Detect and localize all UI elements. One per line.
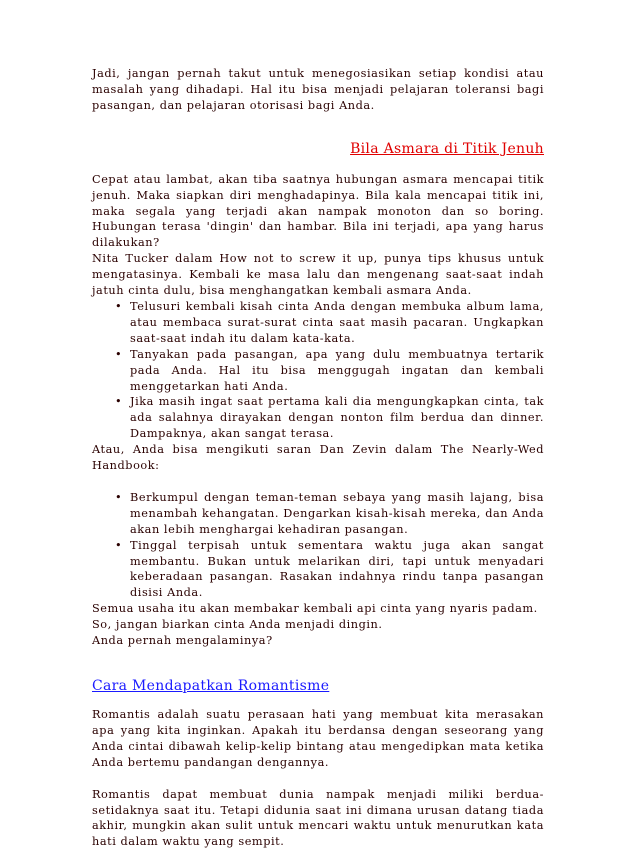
- bullet-icon: •: [115, 347, 123, 361]
- list-item: • Jika masih ingat saat pertama kali dia mengungkapkan cinta, tak ada salahnya dirayakan dengan nonton film berdua dan dinner. Dampaknya, akan sangat terasa.: [115, 395, 544, 441]
- closing-line-1: Semua usaha itu akan membakar kembali api cinta yang nyaris padam.: [92, 602, 538, 616]
- list-item: • Tanyakan pada pasangan, apa yang dulu membuatnya tertarik pada Anda. Hal itu bisa menggugah ingatan dan kembali menggetarkan hati Anda.: [115, 347, 544, 393]
- section-heading-romantisme[interactable]: Cara Mendapatkan Romantisme: [92, 678, 330, 694]
- bullet-icon: •: [115, 490, 123, 504]
- list-item: • Berkumpul dengan teman-teman sebaya yang masih lajang, bisa menambah kehangatan. Dengarkan kisah-kisah mereka, dan Anda akan lebih menghargai kehadiran pasangan.: [115, 490, 544, 536]
- paragraph-romantis-2: Romantis dapat membuat dunia nampak menjadi miliki berdua-setidaknya saat itu. Tetapi didunia saat ini dimana urusan datang tiada akhir, mungkin akan sulit untuk mencari waktu untuk menurutkan kata hati dalam waktu yang sempit.: [92, 787, 544, 849]
- paragraph-romantis-1: Romantis adalah suatu perasaan hati yang membuat kita merasakan apa yang kita inginkan. Apakah itu berdansa dengan seseorang yang Anda cintai dibawah kelip-kelip bintang atau mengedipkan mata ketika Anda bertemu pandangan dengannya.: [92, 708, 544, 769]
- document-page: [92, 66, 544, 850]
- closing-line-2: So, jangan biarkan cinta Anda menjadi dingin.: [92, 618, 383, 632]
- list-item: • Tinggal terpisah untuk sementara waktu juga akan sangat membantu. Bukan untuk melarikan diri, tapi untuk menyadari keberadaan pasangan. Rasakan indahnya rindu tanpa pasangan disisi Anda.: [115, 538, 544, 600]
- bullet-icon: •: [115, 395, 123, 409]
- list-item: • Telusuri kembali kisah cinta Anda dengan membuka album lama, atau membaca surat-surat cinta saat masih pacaran. Ungkapkan saat-saat indah itu dalam kata-kata.: [115, 299, 544, 345]
- section-heading-asmara[interactable]: Bila Asmara di Titik Jenuh: [350, 140, 544, 157]
- tips-list-1: [92, 299, 544, 442]
- intro-paragraph: Jadi, jangan pernah takut untuk menegosiasikan setiap kondisi atau masalah yang dihadapi. Hal itu bisa menjadi pelajaran toleransi bagi pasangan, dan pelajaran otorisasi bagi Anda.: [92, 67, 544, 112]
- bullet-icon: •: [115, 538, 123, 552]
- paragraph-nita-tucker: Nita Tucker dalam How not to screw it up, punya tips khusus untuk mengatasinya. Kembali ke masa lalu dan mengenang saat-saat indah jatuh cinta dulu, bisa menghangatkan kembali asmara Anda.: [92, 252, 544, 298]
- bullet-icon: •: [115, 299, 123, 313]
- paragraph-dan-zevin: Atau, Anda bisa mengikuti saran Dan Zevin dalam The Nearly-Wed Handbook:: [92, 443, 544, 473]
- closing-line-3: Anda pernah mengalaminya?: [92, 634, 273, 648]
- paragraph-titik-jenuh: Cepat atau lambat, akan tiba saatnya hubungan asmara mencapai titik jenuh. Maka siapkan diri menghadapinya. Bila kala mencapai titik ini, maka segala yang terjadi akan nampak monoton dan so boring. Hubungan terasa 'dingin' dan hambar. Bila ini terjadi, apa yang harus dilakukan?: [92, 172, 544, 250]
- tips-list-2: [92, 490, 544, 601]
